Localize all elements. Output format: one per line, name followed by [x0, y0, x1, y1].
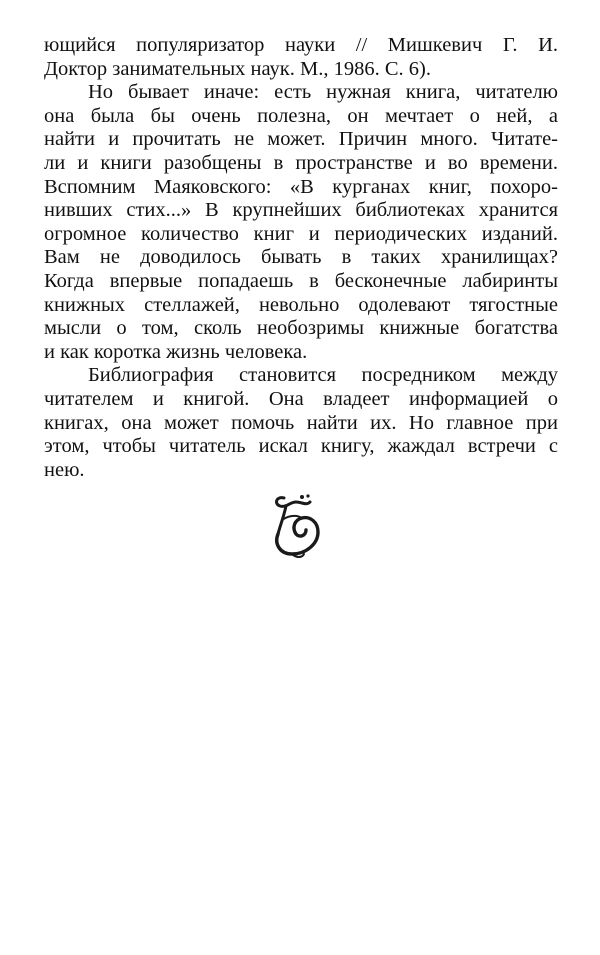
text-line: Вам не доводилось бывать в таких хранилищах?	[44, 246, 558, 269]
text-line: нею.	[44, 458, 85, 481]
text-line: мысли о том, сколь необозримы книжные богатства	[44, 317, 558, 340]
text-line: читателем и книгой. Она владеет информацией о	[44, 387, 558, 410]
text-line: Библиография становится посредником между	[88, 364, 558, 387]
text-line: книгах, она может помочь найти их. Но главное при	[44, 411, 558, 434]
text-line: ли и книги разобщены в пространстве и во времени.	[44, 151, 558, 174]
page-body	[44, 34, 558, 482]
text-line: Но бывает иначе: есть нужная книга, читателю	[88, 81, 558, 104]
text-line: Когда впервые попадаешь в бесконечные лабиринты	[44, 269, 558, 292]
text-line: она была бы очень полезна, он мечтает о ней, а	[44, 104, 558, 127]
paragraph-3	[44, 364, 558, 482]
text-line: Доктор занимательных наук. М., 1986. С. 6).	[44, 57, 431, 80]
text-line: найти и прочитать не может. Причин много. Читате-	[44, 128, 558, 151]
paragraph-2	[44, 81, 558, 364]
text-line: ющийся популяризатор науки // Мишкевич Г. И.	[44, 34, 558, 56]
text-line: и как коротка жизнь человека.	[44, 340, 308, 363]
text-line: книжных стеллажей, невольно одолевают тягостные	[44, 293, 558, 316]
paragraph-1	[44, 34, 558, 81]
text-line: огромное количество книг и периодических изданий.	[44, 222, 558, 245]
text-line: этом, чтобы читатель искал книгу, жаждал встречи с	[44, 435, 558, 458]
decorative-flourish-icon	[266, 490, 328, 560]
text-line: нивших стих...» В крупнейших библиотеках хранится	[44, 199, 558, 222]
text-line: Вспомним Маяковского: «В курганах книг, похоро-	[44, 175, 558, 198]
